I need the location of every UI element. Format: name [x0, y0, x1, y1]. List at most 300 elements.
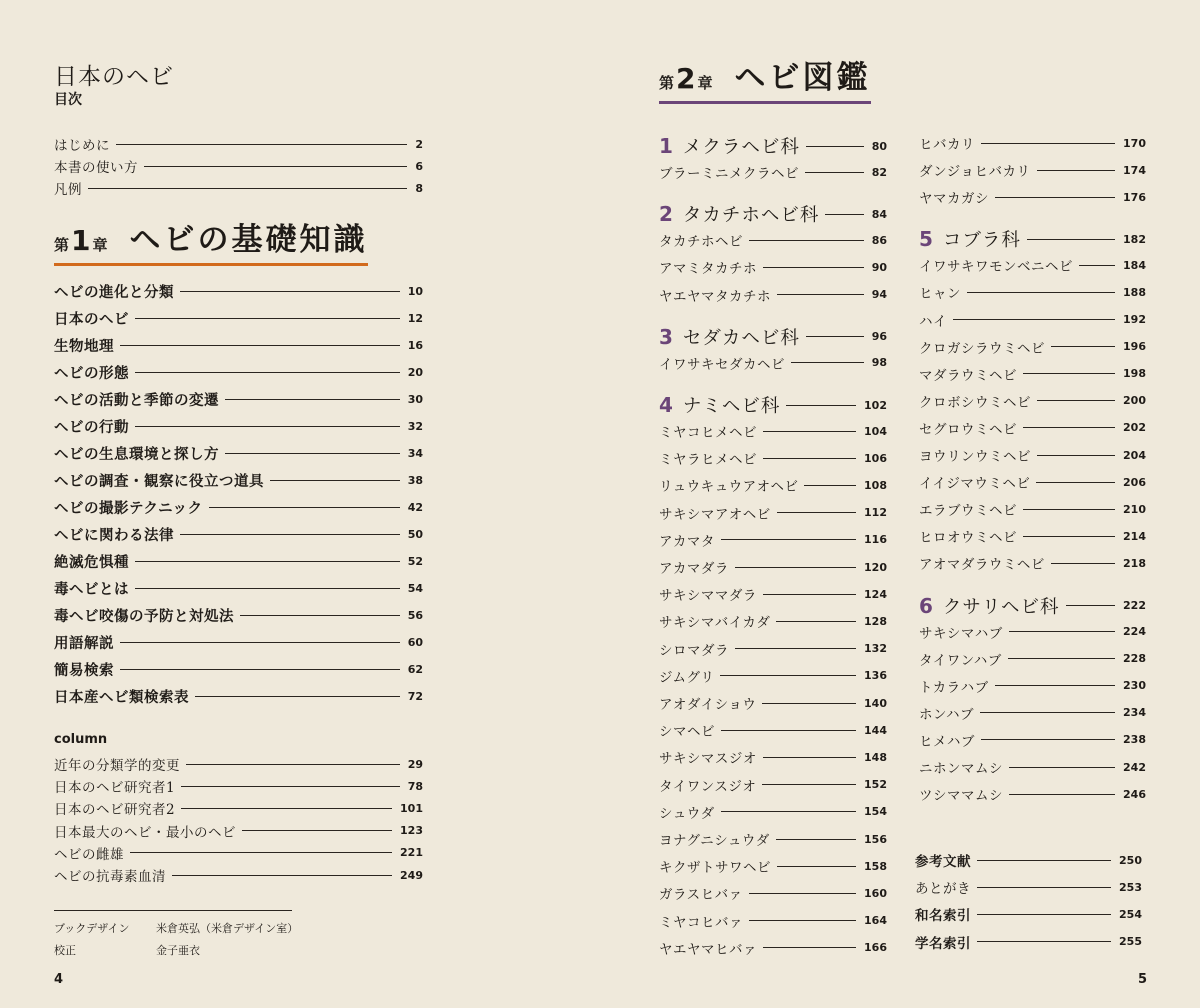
toc-entry[interactable] [659, 500, 887, 526]
leader-line [1037, 455, 1115, 456]
entry-label: ヒャン [919, 286, 961, 303]
toc-entry[interactable] [919, 496, 1146, 522]
leader-line [180, 534, 400, 535]
family-heading[interactable] [659, 322, 887, 352]
leader-line [135, 588, 400, 589]
entry-page-number: 249 [400, 868, 423, 882]
leader-line [804, 485, 856, 486]
chapter-suffix: 章 [697, 74, 713, 92]
leader-line [995, 685, 1115, 686]
toc-entry[interactable] [659, 608, 887, 634]
entry-label: ガラスヒバァ [659, 887, 743, 904]
leader-line [120, 642, 400, 643]
entry-page-number: 50 [407, 527, 423, 541]
leader-line [721, 539, 856, 540]
leader-line [995, 197, 1115, 198]
entry-page-number: 8 [415, 181, 423, 195]
leader-line [977, 860, 1111, 861]
toc-entry[interactable] [919, 279, 1146, 305]
toc-entry[interactable] [919, 469, 1146, 495]
toc-entry[interactable] [54, 467, 423, 493]
entry-page-number: 246 [1123, 787, 1146, 801]
entry-page-number: 54 [407, 581, 423, 595]
leader-line [120, 345, 400, 346]
entry-label: トカラハブ [919, 679, 989, 696]
credit-name: 米倉英弘（米倉デザイン室） [156, 922, 299, 935]
leader-line [225, 399, 400, 400]
entry-label: ヒロオウミヘビ [919, 530, 1017, 547]
entry-page-number: 196 [1123, 340, 1146, 354]
toc-entry[interactable] [919, 442, 1146, 468]
entry-page-number: 30 [407, 392, 423, 406]
entry-label: ミヤラヒメヘビ [659, 452, 757, 469]
entry-label: イワサキワモンベニヘビ [919, 259, 1073, 276]
toc-entry[interactable] [54, 629, 423, 655]
leader-line [977, 914, 1111, 915]
entry-label: クロガシラウミヘビ [919, 340, 1045, 357]
entry-page-number: 160 [864, 886, 887, 900]
toc-entry[interactable] [919, 619, 1146, 645]
leader-line [721, 730, 856, 731]
entry-label: 絶滅危惧種 [54, 553, 129, 571]
leader-line [181, 786, 400, 787]
family-heading[interactable] [919, 224, 1146, 254]
book-title: 日本のヘビ [54, 64, 174, 90]
entry-page-number: 10 [407, 284, 423, 298]
toc-entry[interactable] [919, 307, 1146, 333]
entry-label: サキシママダラ [659, 588, 757, 605]
toc-entry[interactable] [659, 799, 887, 825]
entry-page-number: 42 [407, 500, 423, 514]
leader-line [1023, 373, 1115, 374]
entry-page-number: 96 [871, 330, 887, 344]
chapter-1-heading[interactable] [54, 214, 368, 266]
entry-page-number: 29 [407, 757, 423, 771]
entry-page-number: 170 [1123, 136, 1146, 150]
entry-page-number: 112 [864, 506, 887, 520]
toc-entry[interactable] [659, 554, 887, 580]
toc-entry[interactable] [919, 361, 1146, 387]
toc-entry[interactable] [659, 663, 887, 689]
entry-page-number: 72 [407, 689, 423, 703]
contents-heading: 目次 [54, 92, 82, 108]
toc-entry[interactable] [915, 874, 1142, 900]
leader-line [977, 941, 1111, 942]
entry-label: 日本産ヘビ類検索表 [54, 688, 189, 706]
toc-entry[interactable] [659, 527, 887, 553]
leader-line [735, 567, 856, 568]
toc-entry[interactable] [54, 656, 423, 682]
toc-entry[interactable] [54, 494, 423, 520]
entry-label: 簡易検索 [54, 661, 114, 679]
family-number: 6 [919, 593, 933, 618]
entry-page-number: 98 [871, 356, 887, 370]
leader-line [786, 405, 856, 406]
leader-line [1008, 658, 1115, 659]
entry-page-number: 152 [864, 778, 887, 792]
entry-page-number: 106 [864, 451, 887, 465]
entry-page-number: 176 [1123, 190, 1146, 204]
leader-line [225, 453, 400, 454]
leader-line [186, 764, 400, 765]
entry-page-number: 38 [407, 473, 423, 487]
entry-label: アカマタ [659, 533, 715, 550]
entry-label: 学名索引 [915, 935, 971, 952]
entry-page-number: 228 [1123, 652, 1146, 666]
credit-name: 金子亜衣 [156, 944, 200, 957]
family-number: 5 [919, 227, 933, 252]
chapter-suffix: 章 [92, 236, 108, 254]
toc-entry[interactable] [919, 388, 1146, 414]
family-name: メクラヘビ科 [682, 137, 800, 158]
toc-entry[interactable] [659, 581, 887, 607]
entry-page-number: 80 [871, 139, 887, 153]
entry-page-number: 20 [407, 365, 423, 379]
toc-entry[interactable] [919, 781, 1146, 807]
page-number-left: 4 [54, 972, 64, 987]
leader-line [981, 143, 1115, 144]
entry-label: イワサキセダカヘビ [659, 356, 785, 373]
toc-entry[interactable] [54, 521, 423, 547]
entry-label: ヘビの抗毒素血清 [54, 869, 166, 885]
leader-line [1051, 346, 1115, 347]
entry-page-number: 184 [1123, 258, 1146, 272]
toc-entry[interactable] [919, 754, 1146, 780]
entry-label: ヘビの活動と季節の変遷 [54, 391, 219, 409]
entry-page-number: 254 [1119, 907, 1142, 921]
entry-label: ツシママムシ [919, 788, 1003, 805]
leader-line [776, 621, 856, 622]
toc-entry[interactable] [919, 673, 1146, 699]
toc-entry[interactable] [659, 445, 887, 471]
leader-line [763, 267, 864, 268]
leader-line [1009, 631, 1115, 632]
toc-entry[interactable] [919, 550, 1146, 576]
entry-label: ヘビの雌雄 [54, 846, 124, 863]
entry-label: ヒメハブ [919, 733, 975, 750]
toc-entry[interactable] [659, 227, 887, 253]
leader-line [953, 319, 1115, 320]
toc-entry[interactable] [54, 683, 423, 709]
toc-entry[interactable] [659, 826, 887, 852]
entry-label: ヘビの進化と分類 [54, 283, 174, 301]
leader-line [720, 675, 856, 676]
leader-line [763, 458, 856, 459]
leader-line [777, 866, 856, 867]
entry-label: ジムグリ [659, 669, 715, 686]
leader-line [806, 336, 864, 337]
entry-page-number: 34 [407, 446, 423, 460]
leader-line [1027, 239, 1115, 240]
family-heading[interactable] [659, 131, 887, 161]
family-number: 2 [659, 202, 673, 227]
family-name: タカチホヘビ科 [682, 205, 820, 227]
toc-entry[interactable] [919, 130, 1146, 156]
toc-entry[interactable] [659, 935, 887, 961]
toc-entry[interactable] [915, 847, 1142, 873]
leader-line [762, 703, 856, 704]
leader-line [1023, 427, 1115, 428]
toc-entry[interactable] [54, 278, 423, 304]
leader-line [776, 839, 856, 840]
entry-page-number: 214 [1123, 529, 1146, 543]
entry-label: ミヤコヒバァ [659, 914, 743, 931]
entry-label: ブラーミニメクラヘビ [659, 166, 799, 182]
leader-line [805, 172, 864, 173]
entry-page-number: 164 [864, 914, 887, 928]
toc-entry[interactable] [919, 184, 1146, 210]
toc-entry[interactable] [919, 523, 1146, 549]
toc-entry[interactable] [919, 700, 1146, 726]
entry-label: ヘビの形態 [54, 364, 129, 382]
leader-line [763, 594, 856, 595]
entry-label: ミヤコヒメヘビ [659, 425, 757, 441]
entry-page-number: 104 [864, 424, 887, 438]
entry-page-number: 124 [864, 587, 887, 601]
entry-label: 用語解説 [54, 634, 114, 652]
leader-line [1023, 509, 1115, 510]
entry-page-number: 84 [871, 207, 887, 221]
entry-page-number: 86 [871, 233, 887, 247]
toc-entry[interactable] [915, 901, 1142, 927]
family-name: セダカヘビ科 [682, 327, 800, 349]
entry-page-number: 210 [1123, 502, 1146, 516]
entry-label: 日本のヘビ研究者2 [54, 802, 176, 819]
entry-page-number: 6 [415, 159, 423, 173]
chapter-prefix: 第 [659, 74, 675, 92]
entry-label: ヨウリンウミヘビ [919, 449, 1031, 465]
leader-line [181, 808, 392, 809]
entry-page-number: 102 [864, 398, 887, 412]
entry-page-number: 253 [1119, 880, 1142, 894]
toc-entry[interactable] [54, 305, 423, 331]
toc-entry[interactable] [659, 717, 887, 743]
toc-entry[interactable] [659, 350, 887, 376]
leader-line [116, 144, 407, 145]
entry-page-number: 101 [400, 801, 423, 815]
toc-entry[interactable] [919, 646, 1146, 672]
toc-entry[interactable] [659, 159, 887, 185]
leader-line [721, 811, 856, 812]
toc-entry[interactable] [915, 929, 1142, 955]
toc-entry[interactable] [54, 332, 423, 358]
family-heading[interactable] [659, 390, 887, 420]
toc-entry[interactable] [659, 636, 887, 662]
toc-entry[interactable] [659, 472, 887, 498]
entry-page-number: 192 [1123, 313, 1146, 326]
toc-entry[interactable] [659, 418, 887, 444]
entry-page-number: 120 [864, 560, 887, 574]
entry-page-number: 78 [407, 779, 423, 793]
entry-page-number: 56 [407, 608, 423, 622]
entry-label: 日本最大のヘビ・最小のヘビ [54, 824, 236, 841]
entry-label: 本書の使い方 [54, 160, 138, 176]
entry-page-number: 230 [1123, 679, 1146, 693]
leader-line [172, 875, 392, 876]
entry-label: リュウキュウアオヘビ [659, 479, 799, 496]
chapter-prefix: 第 [54, 236, 70, 254]
entry-page-number: 242 [1123, 760, 1146, 774]
entry-label: シロマダラ [659, 642, 729, 659]
toc-entry[interactable] [54, 575, 423, 601]
entry-label: サキシマスジオ [659, 751, 757, 768]
leader-line [195, 696, 400, 697]
entry-label: シュウダ [659, 805, 715, 822]
chapter-number: 2 [676, 62, 696, 95]
entry-label: はじめに [54, 138, 110, 154]
credits-divider [54, 910, 292, 911]
entry-page-number: 154 [864, 805, 887, 819]
entry-page-number: 60 [407, 635, 423, 649]
entry-label: タイワンスジオ [659, 778, 757, 795]
toc-entry[interactable] [54, 359, 423, 385]
entry-page-number: 156 [864, 832, 887, 846]
entry-page-number: 32 [407, 419, 423, 433]
column-heading: column [54, 732, 108, 747]
leader-line [88, 188, 407, 189]
entry-label: 近年の分類学的変更 [54, 758, 180, 774]
toc-entry[interactable] [54, 413, 423, 439]
leader-line [980, 712, 1115, 713]
entry-label: ヘビの生息環境と探し方 [54, 445, 219, 463]
entry-page-number: 140 [864, 696, 887, 710]
family-heading[interactable] [659, 199, 887, 229]
entry-label: ホンハブ [919, 706, 975, 723]
credit-role: 校正 [54, 944, 76, 957]
entry-page-number: 108 [864, 478, 887, 492]
leader-line [135, 426, 400, 427]
entry-page-number: 200 [1123, 394, 1146, 408]
entry-page-number: 158 [864, 859, 887, 873]
chapter-title: ヘビ図鑑 [734, 60, 871, 96]
leader-line [1009, 794, 1115, 795]
entry-label: ヨナグニシュウダ [659, 833, 770, 849]
toc-entry[interactable] [659, 853, 887, 879]
entry-label: マダラウミヘビ [919, 367, 1017, 384]
entry-label: ダンジョヒバカリ [919, 164, 1031, 181]
leader-line [749, 920, 856, 921]
entry-page-number: 224 [1123, 625, 1146, 638]
entry-label: ヘビの行動 [54, 418, 129, 436]
entry-label: アオダイショウ [659, 697, 757, 713]
toc-entry[interactable] [659, 254, 887, 280]
entry-label: アカマダラ [659, 561, 729, 577]
entry-label: あとがき [915, 881, 971, 898]
leader-line [1066, 605, 1115, 606]
leader-line [749, 240, 864, 241]
chapter-2-heading[interactable] [659, 52, 871, 104]
entry-page-number: 204 [1123, 448, 1146, 462]
entry-page-number: 16 [407, 338, 423, 352]
leader-line [1023, 536, 1115, 537]
leader-line [749, 893, 856, 894]
toc-entry[interactable] [54, 440, 423, 466]
entry-page-number: 174 [1123, 163, 1146, 177]
entry-page-number: 82 [871, 165, 887, 179]
entry-label: イイジマウミヘビ [919, 476, 1031, 493]
entry-label: クロボシウミヘビ [919, 394, 1031, 411]
leader-line [135, 372, 400, 373]
toc-entry[interactable] [54, 602, 423, 628]
family-number: 1 [659, 134, 673, 158]
entry-label: 日本のヘビ [54, 310, 129, 328]
entry-page-number: 12 [407, 311, 423, 325]
entry-label: 和名索引 [915, 908, 971, 925]
entry-label: サキシマハブ [919, 625, 1003, 642]
toc-entry[interactable] [919, 727, 1146, 753]
entry-page-number: 52 [407, 554, 423, 568]
entry-page-number: 2 [415, 137, 423, 151]
chapter-number: 1 [71, 224, 91, 257]
leader-line [977, 887, 1111, 888]
family-heading[interactable] [919, 591, 1146, 621]
toc-entry[interactable] [54, 386, 423, 412]
leader-line [762, 784, 856, 785]
entry-label: ヘビに関わる法律 [54, 526, 174, 544]
entry-label: ヤエヤマタカチホ [659, 288, 771, 305]
toc-entry[interactable] [54, 862, 423, 888]
leader-line [1051, 563, 1115, 564]
leader-line [967, 292, 1115, 293]
leader-line [135, 561, 400, 562]
toc-entry[interactable] [659, 282, 887, 308]
entry-page-number: 94 [871, 288, 887, 302]
entry-page-number: 250 [1119, 853, 1142, 867]
leader-line [763, 431, 856, 432]
entry-page-number: 166 [864, 941, 887, 955]
entry-page-number: 90 [871, 260, 887, 274]
entry-page-number: 116 [864, 533, 887, 547]
toc-entry[interactable] [54, 548, 423, 574]
leader-line [1036, 482, 1115, 483]
leader-line [825, 214, 863, 215]
leader-line [1079, 265, 1115, 266]
toc-entry[interactable] [919, 157, 1146, 183]
entry-label: サキシマバイカダ [659, 615, 771, 632]
entry-page-number: 182 [1123, 232, 1146, 246]
chapter-title: ヘビの基礎知識 [129, 222, 368, 258]
entry-label: アマミタカチホ [659, 261, 757, 278]
toc-entry[interactable] [659, 690, 887, 716]
leader-line [240, 615, 400, 616]
toc-entry[interactable] [919, 252, 1146, 278]
entry-label: キクザトサワヘビ [659, 860, 771, 877]
leader-line [763, 947, 856, 948]
page-number-right: 5 [1138, 972, 1148, 987]
entry-page-number: 238 [1123, 733, 1146, 747]
leader-line [777, 512, 856, 513]
entry-label: 生物地理 [54, 337, 114, 355]
entry-page-number: 206 [1123, 475, 1146, 489]
toc-entry[interactable] [919, 415, 1146, 441]
entry-label: タイワンハブ [919, 652, 1002, 669]
leader-line [1037, 170, 1116, 171]
toc-entry[interactable] [54, 175, 423, 201]
family-name: クサリヘビ科 [942, 596, 1060, 618]
toc-entry[interactable] [659, 744, 887, 770]
leader-line [120, 669, 400, 670]
family-name: ナミヘビ科 [682, 396, 781, 417]
entry-label: タカチホヘビ [659, 234, 743, 251]
toc-entry[interactable] [659, 908, 887, 934]
toc-entry[interactable] [919, 334, 1146, 360]
entry-label: ヘビの撮影テクニック [54, 499, 203, 517]
entry-page-number: 132 [864, 642, 887, 656]
entry-label: 毒ヘビとは [54, 580, 129, 598]
entry-page-number: 198 [1123, 367, 1146, 381]
toc-entry[interactable] [659, 880, 887, 906]
toc-entry[interactable] [659, 772, 887, 798]
